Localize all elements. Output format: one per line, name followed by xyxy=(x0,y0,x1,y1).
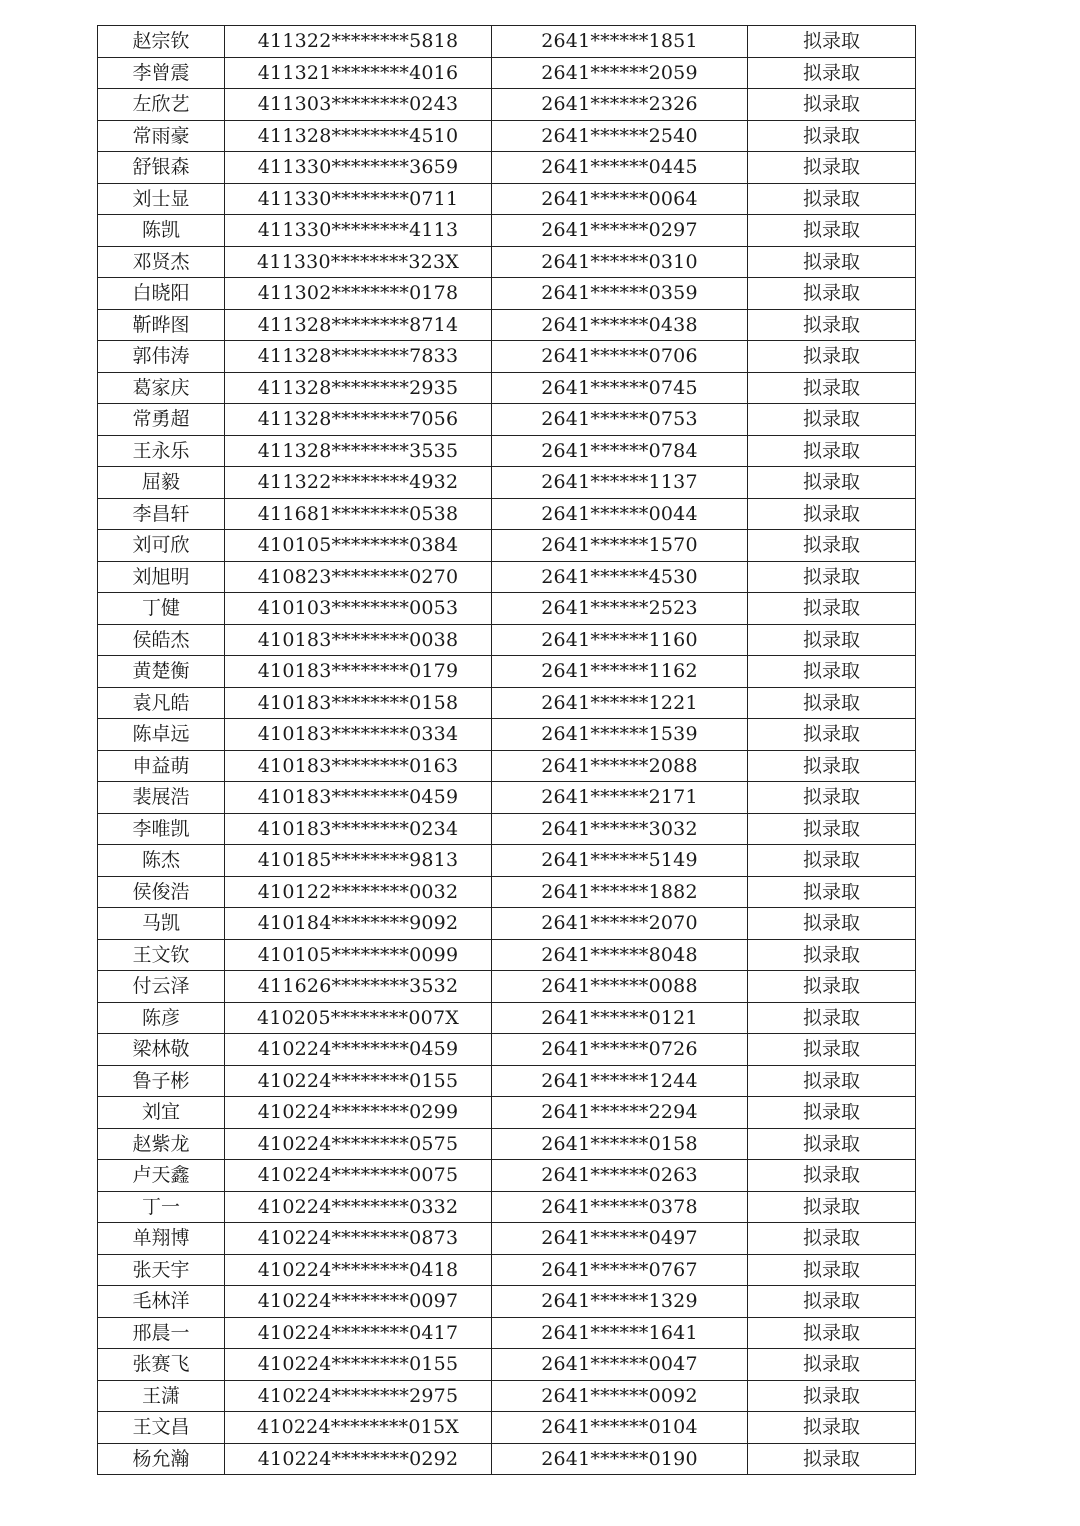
id-number-cell: 410224********0332 xyxy=(225,1191,492,1223)
candidate-name-cell: 马凯 xyxy=(98,908,225,940)
table-row xyxy=(98,1034,916,1066)
exam-number-cell: 2641******0121 xyxy=(492,1002,748,1034)
admission-status-cell: 拟录取 xyxy=(748,1065,916,1097)
candidate-name-cell: 黄楚衡 xyxy=(98,656,225,688)
admission-status-cell: 拟录取 xyxy=(748,593,916,625)
admission-status-cell: 拟录取 xyxy=(748,845,916,877)
id-number-cell: 410122********0032 xyxy=(225,876,492,908)
table-row xyxy=(98,152,916,184)
table-row xyxy=(98,1097,916,1129)
admission-status-cell: 拟录取 xyxy=(748,215,916,247)
id-number-cell: 411321********4016 xyxy=(225,57,492,89)
admission-status-cell: 拟录取 xyxy=(748,1097,916,1129)
id-number-cell: 410224********015X xyxy=(225,1412,492,1444)
admission-status-cell: 拟录取 xyxy=(748,120,916,152)
candidate-name-cell: 陈卓远 xyxy=(98,719,225,751)
candidate-name-cell: 王文钦 xyxy=(98,939,225,971)
admission-status-cell: 拟录取 xyxy=(748,971,916,1003)
table-row xyxy=(98,687,916,719)
id-number-cell: 411330********323X xyxy=(225,246,492,278)
exam-number-cell: 2641******0784 xyxy=(492,435,748,467)
candidate-name-cell: 李唯凯 xyxy=(98,813,225,845)
exam-number-cell: 2641******1851 xyxy=(492,26,748,58)
id-number-cell: 410224********0292 xyxy=(225,1443,492,1475)
candidate-name-cell: 刘宜 xyxy=(98,1097,225,1129)
id-number-cell: 411626********3532 xyxy=(225,971,492,1003)
table-row xyxy=(98,719,916,751)
table-row xyxy=(98,309,916,341)
admission-status-cell: 拟录取 xyxy=(748,26,916,58)
admission-status-cell: 拟录取 xyxy=(748,1412,916,1444)
admission-status-cell: 拟录取 xyxy=(748,1349,916,1381)
table-row xyxy=(98,1349,916,1381)
table-row xyxy=(98,1443,916,1475)
id-number-cell: 410183********0459 xyxy=(225,782,492,814)
candidate-name-cell: 杨允瀚 xyxy=(98,1443,225,1475)
id-number-cell: 411302********0178 xyxy=(225,278,492,310)
candidate-name-cell: 袁凡皓 xyxy=(98,687,225,719)
candidate-name-cell: 靳晔图 xyxy=(98,309,225,341)
id-number-cell: 410224********0155 xyxy=(225,1349,492,1381)
admission-status-cell: 拟录取 xyxy=(748,1317,916,1349)
table-row xyxy=(98,120,916,152)
table-row xyxy=(98,404,916,436)
exam-number-cell: 2641******3032 xyxy=(492,813,748,845)
table-row xyxy=(98,1128,916,1160)
table-row xyxy=(98,624,916,656)
id-number-cell: 410103********0053 xyxy=(225,593,492,625)
exam-number-cell: 2641******1162 xyxy=(492,656,748,688)
admission-status-cell: 拟录取 xyxy=(748,341,916,373)
id-number-cell: 410105********0099 xyxy=(225,939,492,971)
candidate-name-cell: 王潇 xyxy=(98,1380,225,1412)
candidate-name-cell: 单翔博 xyxy=(98,1223,225,1255)
exam-number-cell: 2641******2294 xyxy=(492,1097,748,1129)
table-row xyxy=(98,813,916,845)
id-number-cell: 410224********2975 xyxy=(225,1380,492,1412)
candidate-name-cell: 张赛飞 xyxy=(98,1349,225,1381)
exam-number-cell: 2641******2171 xyxy=(492,782,748,814)
id-number-cell: 410183********0158 xyxy=(225,687,492,719)
table-row xyxy=(98,1160,916,1192)
id-number-cell: 410224********0575 xyxy=(225,1128,492,1160)
exam-number-cell: 2641******1329 xyxy=(492,1286,748,1318)
id-number-cell: 410224********0873 xyxy=(225,1223,492,1255)
exam-number-cell: 2641******0445 xyxy=(492,152,748,184)
exam-number-cell: 2641******1137 xyxy=(492,467,748,499)
candidate-name-cell: 付云泽 xyxy=(98,971,225,1003)
candidate-name-cell: 陈杰 xyxy=(98,845,225,877)
candidate-name-cell: 王永乐 xyxy=(98,435,225,467)
exam-number-cell: 2641******1221 xyxy=(492,687,748,719)
table-row xyxy=(98,1065,916,1097)
id-number-cell: 411328********7056 xyxy=(225,404,492,436)
admission-status-cell: 拟录取 xyxy=(748,1191,916,1223)
admission-status-cell: 拟录取 xyxy=(748,1286,916,1318)
admission-status-cell: 拟录取 xyxy=(748,561,916,593)
id-number-cell: 411328********7833 xyxy=(225,341,492,373)
exam-number-cell: 2641******0378 xyxy=(492,1191,748,1223)
id-number-cell: 411330********0711 xyxy=(225,183,492,215)
table-row xyxy=(98,876,916,908)
admission-status-cell: 拟录取 xyxy=(748,1254,916,1286)
id-number-cell: 410183********0179 xyxy=(225,656,492,688)
candidate-name-cell: 白晓阳 xyxy=(98,278,225,310)
admission-status-cell: 拟录取 xyxy=(748,908,916,940)
id-number-cell: 411322********5818 xyxy=(225,26,492,58)
candidate-name-cell: 李昌轩 xyxy=(98,498,225,530)
admission-status-cell: 拟录取 xyxy=(748,782,916,814)
exam-number-cell: 2641******0297 xyxy=(492,215,748,247)
candidate-name-cell: 左欣艺 xyxy=(98,89,225,121)
admission-status-cell: 拟录取 xyxy=(748,1002,916,1034)
admission-status-cell: 拟录取 xyxy=(748,719,916,751)
admission-table-body xyxy=(98,26,916,1475)
admission-status-cell: 拟录取 xyxy=(748,813,916,845)
exam-number-cell: 2641******0088 xyxy=(492,971,748,1003)
table-row xyxy=(98,1002,916,1034)
table-row xyxy=(98,1412,916,1444)
admission-status-cell: 拟录取 xyxy=(748,530,916,562)
admission-status-cell: 拟录取 xyxy=(748,498,916,530)
exam-number-cell: 2641******0092 xyxy=(492,1380,748,1412)
table-row xyxy=(98,971,916,1003)
exam-number-cell: 2641******0745 xyxy=(492,372,748,404)
id-number-cell: 411330********4113 xyxy=(225,215,492,247)
candidate-name-cell: 舒银森 xyxy=(98,152,225,184)
admission-status-cell: 拟录取 xyxy=(748,309,916,341)
table-row xyxy=(98,246,916,278)
table-row xyxy=(98,278,916,310)
exam-number-cell: 2641******0158 xyxy=(492,1128,748,1160)
admission-status-cell: 拟录取 xyxy=(748,467,916,499)
candidate-name-cell: 郭伟涛 xyxy=(98,341,225,373)
exam-number-cell: 2641******4530 xyxy=(492,561,748,593)
candidate-name-cell: 鲁子彬 xyxy=(98,1065,225,1097)
candidate-name-cell: 陈凯 xyxy=(98,215,225,247)
table-row xyxy=(98,215,916,247)
id-number-cell: 410205********007X xyxy=(225,1002,492,1034)
id-number-cell: 410183********0038 xyxy=(225,624,492,656)
table-row xyxy=(98,498,916,530)
exam-number-cell: 2641******0104 xyxy=(492,1412,748,1444)
admission-status-cell: 拟录取 xyxy=(748,624,916,656)
candidate-name-cell: 丁健 xyxy=(98,593,225,625)
candidate-name-cell: 刘士显 xyxy=(98,183,225,215)
admission-status-cell: 拟录取 xyxy=(748,1034,916,1066)
table-row xyxy=(98,1286,916,1318)
candidate-name-cell: 王文昌 xyxy=(98,1412,225,1444)
id-number-cell: 411303********0243 xyxy=(225,89,492,121)
admission-status-cell: 拟录取 xyxy=(748,1128,916,1160)
exam-number-cell: 2641******2523 xyxy=(492,593,748,625)
id-number-cell: 410183********0234 xyxy=(225,813,492,845)
candidate-name-cell: 邢晨一 xyxy=(98,1317,225,1349)
admission-status-cell: 拟录取 xyxy=(748,1223,916,1255)
table-row xyxy=(98,750,916,782)
table-row xyxy=(98,530,916,562)
exam-number-cell: 2641******1882 xyxy=(492,876,748,908)
exam-number-cell: 2641******1539 xyxy=(492,719,748,751)
admission-status-cell: 拟录取 xyxy=(748,1380,916,1412)
table-row xyxy=(98,1380,916,1412)
table-row xyxy=(98,939,916,971)
admission-status-cell: 拟录取 xyxy=(748,404,916,436)
admission-status-cell: 拟录取 xyxy=(748,939,916,971)
exam-number-cell: 2641******2540 xyxy=(492,120,748,152)
admission-status-cell: 拟录取 xyxy=(748,876,916,908)
exam-number-cell: 2641******8048 xyxy=(492,939,748,971)
table-row xyxy=(98,435,916,467)
admission-status-cell: 拟录取 xyxy=(748,57,916,89)
candidate-name-cell: 刘旭明 xyxy=(98,561,225,593)
exam-number-cell: 2641******2070 xyxy=(492,908,748,940)
table-row xyxy=(98,57,916,89)
candidate-name-cell: 卢天鑫 xyxy=(98,1160,225,1192)
admission-status-cell: 拟录取 xyxy=(748,372,916,404)
id-number-cell: 411681********0538 xyxy=(225,498,492,530)
candidate-name-cell: 赵宗钦 xyxy=(98,26,225,58)
candidate-name-cell: 常勇超 xyxy=(98,404,225,436)
exam-number-cell: 2641******0064 xyxy=(492,183,748,215)
table-row xyxy=(98,782,916,814)
table-row xyxy=(98,908,916,940)
id-number-cell: 410224********0459 xyxy=(225,1034,492,1066)
admission-status-cell: 拟录取 xyxy=(748,435,916,467)
exam-number-cell: 2641******0438 xyxy=(492,309,748,341)
table-row xyxy=(98,341,916,373)
id-number-cell: 411328********3535 xyxy=(225,435,492,467)
admission-status-cell: 拟录取 xyxy=(748,1443,916,1475)
id-number-cell: 410224********0418 xyxy=(225,1254,492,1286)
candidate-name-cell: 赵紫龙 xyxy=(98,1128,225,1160)
candidate-name-cell: 裴展浩 xyxy=(98,782,225,814)
id-number-cell: 410183********0163 xyxy=(225,750,492,782)
id-number-cell: 410823********0270 xyxy=(225,561,492,593)
exam-number-cell: 2641******0726 xyxy=(492,1034,748,1066)
table-row xyxy=(98,183,916,215)
exam-number-cell: 2641******1244 xyxy=(492,1065,748,1097)
admission-status-cell: 拟录取 xyxy=(748,687,916,719)
exam-number-cell: 2641******0706 xyxy=(492,341,748,373)
candidate-name-cell: 屈毅 xyxy=(98,467,225,499)
id-number-cell: 410224********0299 xyxy=(225,1097,492,1129)
id-number-cell: 411328********4510 xyxy=(225,120,492,152)
admission-status-cell: 拟录取 xyxy=(748,246,916,278)
admission-table xyxy=(97,25,916,1475)
exam-number-cell: 2641******0497 xyxy=(492,1223,748,1255)
candidate-name-cell: 丁一 xyxy=(98,1191,225,1223)
table-row xyxy=(98,89,916,121)
candidate-name-cell: 张天宇 xyxy=(98,1254,225,1286)
table-row xyxy=(98,26,916,58)
admission-status-cell: 拟录取 xyxy=(748,278,916,310)
exam-number-cell: 2641******0047 xyxy=(492,1349,748,1381)
candidate-name-cell: 侯俊浩 xyxy=(98,876,225,908)
id-number-cell: 411328********8714 xyxy=(225,309,492,341)
exam-number-cell: 2641******1641 xyxy=(492,1317,748,1349)
table-row xyxy=(98,845,916,877)
exam-number-cell: 2641******0359 xyxy=(492,278,748,310)
admission-status-cell: 拟录取 xyxy=(748,750,916,782)
exam-number-cell: 2641******5149 xyxy=(492,845,748,877)
table-row xyxy=(98,593,916,625)
admission-status-cell: 拟录取 xyxy=(748,89,916,121)
admission-status-cell: 拟录取 xyxy=(748,183,916,215)
exam-number-cell: 2641******0767 xyxy=(492,1254,748,1286)
id-number-cell: 411330********3659 xyxy=(225,152,492,184)
admission-status-cell: 拟录取 xyxy=(748,1160,916,1192)
table-row xyxy=(98,467,916,499)
exam-number-cell: 2641******0190 xyxy=(492,1443,748,1475)
exam-number-cell: 2641******0044 xyxy=(492,498,748,530)
exam-number-cell: 2641******2326 xyxy=(492,89,748,121)
id-number-cell: 411328********2935 xyxy=(225,372,492,404)
candidate-name-cell: 侯皓杰 xyxy=(98,624,225,656)
id-number-cell: 410224********0155 xyxy=(225,1065,492,1097)
id-number-cell: 410224********0097 xyxy=(225,1286,492,1318)
table-row xyxy=(98,1254,916,1286)
candidate-name-cell: 邓贤杰 xyxy=(98,246,225,278)
exam-number-cell: 2641******0263 xyxy=(492,1160,748,1192)
exam-number-cell: 2641******2088 xyxy=(492,750,748,782)
table-row xyxy=(98,1191,916,1223)
candidate-name-cell: 申益萌 xyxy=(98,750,225,782)
exam-number-cell: 2641******2059 xyxy=(492,57,748,89)
exam-number-cell: 2641******0310 xyxy=(492,246,748,278)
exam-number-cell: 2641******1570 xyxy=(492,530,748,562)
candidate-name-cell: 常雨豪 xyxy=(98,120,225,152)
id-number-cell: 410224********0075 xyxy=(225,1160,492,1192)
candidate-name-cell: 葛家庆 xyxy=(98,372,225,404)
candidate-name-cell: 刘可欣 xyxy=(98,530,225,562)
candidate-name-cell: 陈彦 xyxy=(98,1002,225,1034)
table-row xyxy=(98,561,916,593)
id-number-cell: 410183********0334 xyxy=(225,719,492,751)
table-row xyxy=(98,656,916,688)
exam-number-cell: 2641******0753 xyxy=(492,404,748,436)
candidate-name-cell: 梁林敬 xyxy=(98,1034,225,1066)
admission-status-cell: 拟录取 xyxy=(748,152,916,184)
exam-number-cell: 2641******1160 xyxy=(492,624,748,656)
table-row xyxy=(98,1223,916,1255)
candidate-name-cell: 毛林洋 xyxy=(98,1286,225,1318)
table-row xyxy=(98,372,916,404)
id-number-cell: 410185********9813 xyxy=(225,845,492,877)
id-number-cell: 411322********4932 xyxy=(225,467,492,499)
table-row xyxy=(98,1317,916,1349)
candidate-name-cell: 李曾震 xyxy=(98,57,225,89)
id-number-cell: 410105********0384 xyxy=(225,530,492,562)
id-number-cell: 410224********0417 xyxy=(225,1317,492,1349)
admission-status-cell: 拟录取 xyxy=(748,656,916,688)
id-number-cell: 410184********9092 xyxy=(225,908,492,940)
